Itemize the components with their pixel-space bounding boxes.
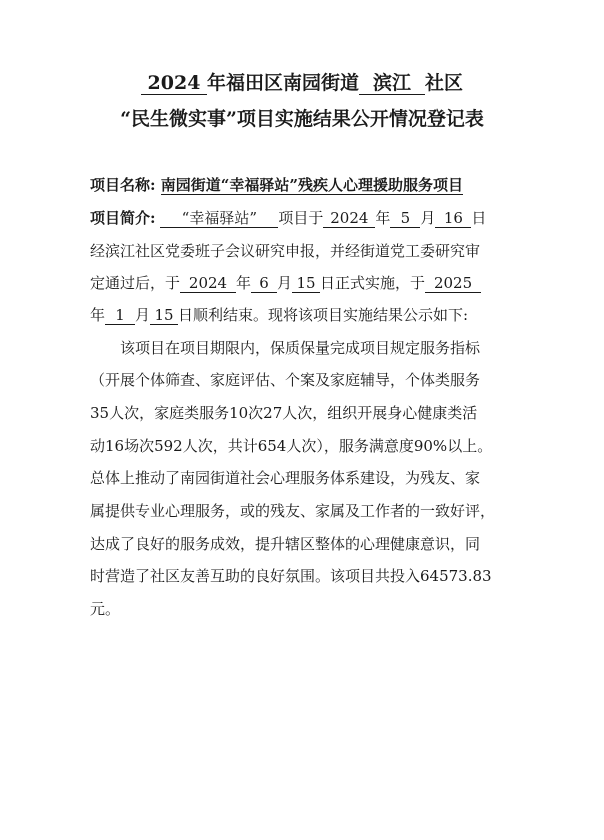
body-line: 时营造了社区友善互助的良好氛围。该项目共投入64573.83 [90, 567, 492, 585]
body-line: 总体上推动了南园街道社会心理服务体系建设，为残友、家 [90, 469, 481, 487]
project-name-value: 南园街道“幸福驿站”残疾人心理援助服务项目 [160, 176, 464, 194]
year-char: 年 [236, 274, 252, 292]
project-intro-label: 项目简介: [90, 209, 156, 227]
project-name-label: 项目名称: [90, 176, 156, 194]
intro-line-3 [90, 272, 481, 293]
intro-project-name: “幸福驿站” [160, 210, 278, 228]
intro-line-1 [90, 207, 486, 228]
intro-line-2: 经滨江社区党委班子会议研究申报，并经街道党工委研究审 [90, 242, 481, 260]
title-year: 2024 [141, 74, 207, 95]
start-year: 2024 [180, 275, 236, 293]
body-line: （开展个体筛查、家庭评估、个案及家庭辅导，个体类服务 [90, 371, 481, 389]
body-line: 35人次，家庭类服务10次27人次，组织开展身心健康类活 [90, 404, 478, 422]
intro-line-3-prefix: 定通过后，于 [90, 274, 181, 292]
body-line: 动16场次592人次，共计654人次），服务满意度90%以上。 [90, 437, 493, 455]
year-char: 年 [90, 306, 106, 324]
body-line: 该项目在项目期限内，保质保量完成项目规定服务指标 [120, 339, 481, 357]
month-char: 月 [135, 306, 151, 324]
project-name-row [90, 174, 463, 195]
apply-month: 5 [390, 210, 420, 228]
year-char: 年 [375, 209, 391, 227]
month-char: 月 [420, 209, 436, 227]
end-year: 2025 [425, 275, 481, 293]
title-line-2: “民生微实事”项目实施结果公开情况登记表 [120, 108, 484, 130]
title-line-1 [0, 68, 604, 95]
title-community: 滨江 [359, 74, 425, 95]
title-community-suffix: 社区 [425, 72, 464, 94]
intro-text-at: 项目于 [278, 209, 324, 227]
intro-line-4 [90, 304, 468, 325]
month-char: 月 [277, 274, 293, 292]
apply-year: 2024 [323, 210, 375, 228]
body-line: 元。 [90, 600, 121, 618]
start-month: 6 [251, 275, 277, 293]
start-day: 15 [292, 275, 320, 293]
day-char: 日 [471, 209, 487, 227]
end-day: 15 [150, 307, 178, 325]
intro-line-4-suffix: 日顺利结束。现将该项目实施结果公示如下: [178, 306, 469, 324]
intro-line-3-mid: 日正式实施，于 [320, 274, 426, 292]
apply-day: 16 [435, 210, 471, 228]
end-month: 1 [105, 307, 135, 325]
body-line: 属提供专业心理服务，或的残友、家属及工作者的一致好评， [90, 502, 496, 520]
title-year-suffix: 年福田区南园街道 [206, 72, 359, 94]
body-line: 达成了良好的服务成效，提升辖区整体的心理健康意识，同 [90, 535, 481, 553]
